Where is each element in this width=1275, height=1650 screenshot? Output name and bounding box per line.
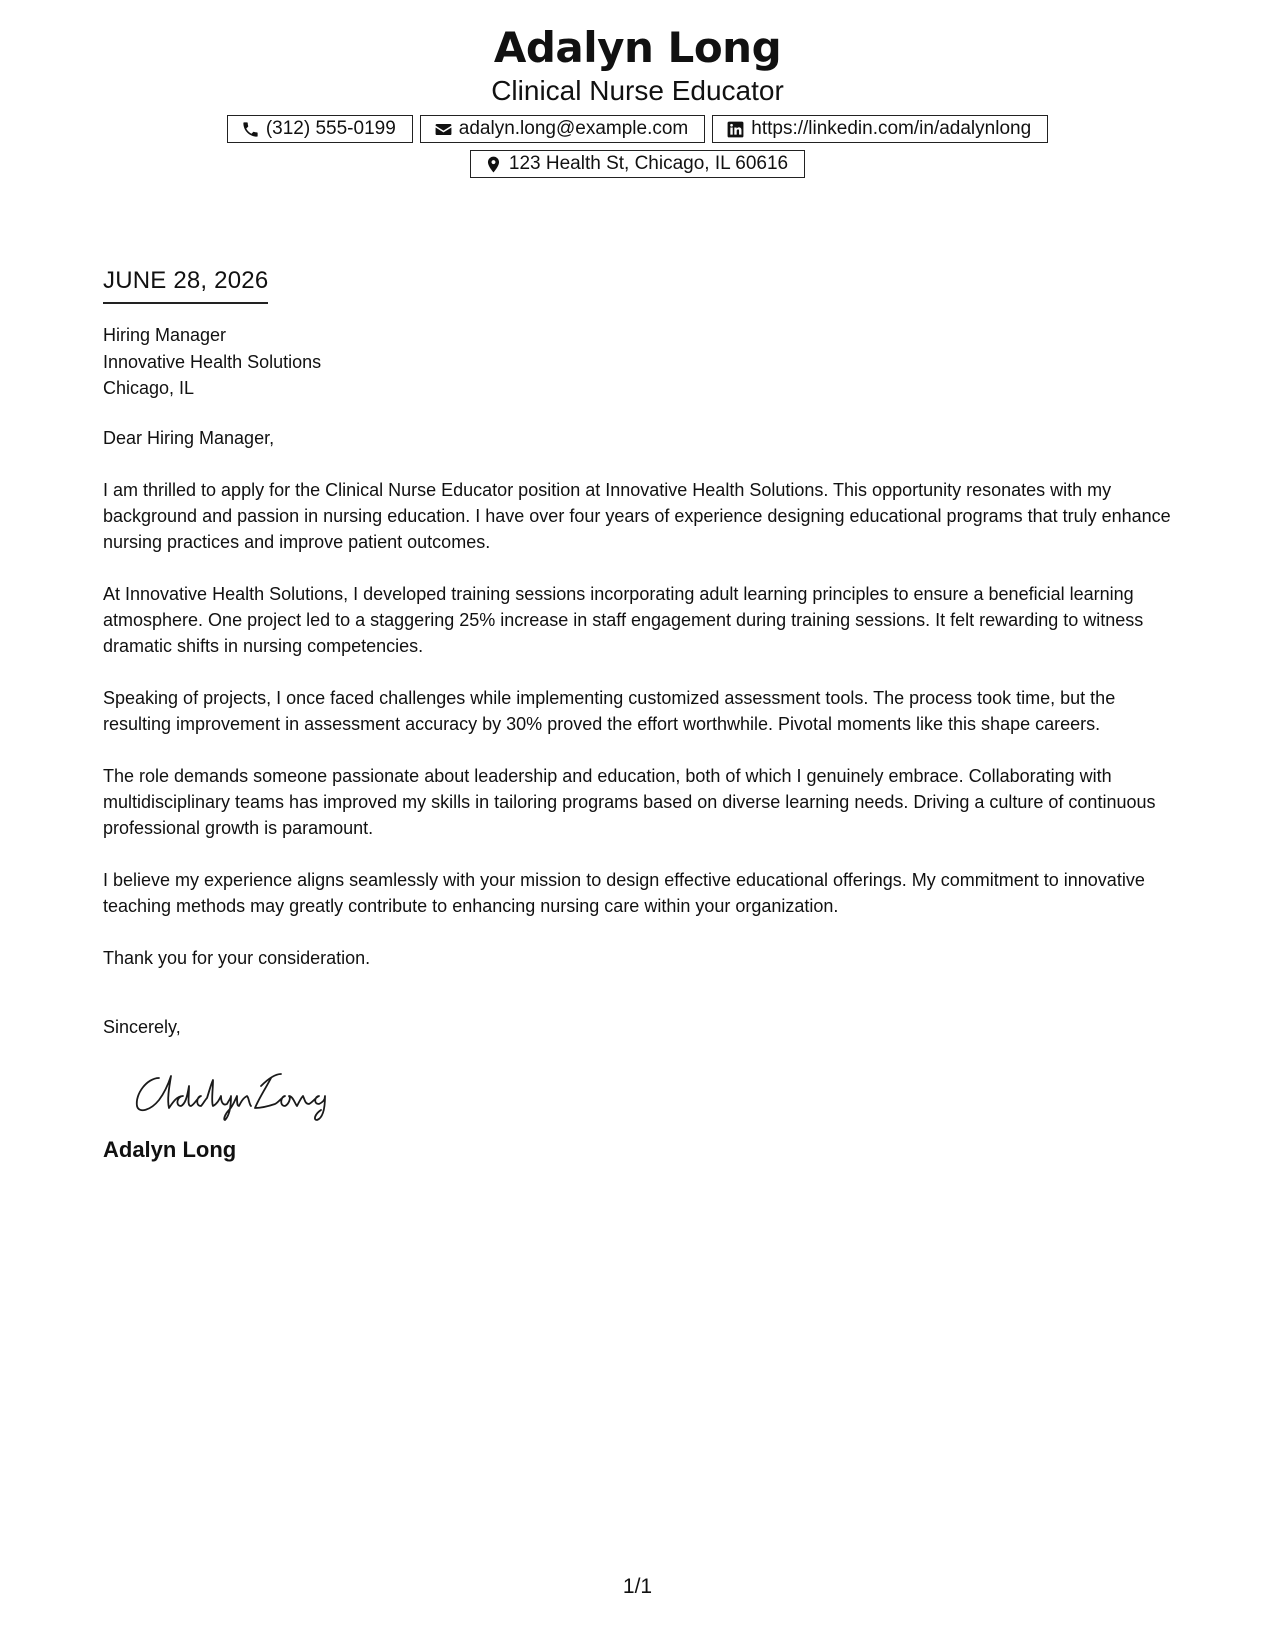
letter-header [0,22,1275,178]
salutation: Dear Hiring Manager, [103,427,275,448]
recipient-location: Chicago, IL [103,378,195,398]
letter-body [103,266,1178,1164]
thanks-line: Thank you for your consideration. [103,947,371,968]
address-chip[interactable] [470,150,805,178]
recipient-company: Innovative Health Solutions [103,351,322,372]
phone-icon [241,120,260,139]
body-paragraph: Speaking of projects, I once faced challenges while implementing customized assessment tools. The process took time, but the resulting improvement in assessment accuracy by 30% proved the effort worthwhile. Pivotal moments like this shape careers. [103,687,1116,734]
sender-role: Clinical Nurse Educator [491,75,784,106]
phone-text: (312) 555-0199 [265,118,396,139]
linkedin-icon [726,120,745,139]
contact-row-primary [0,115,1275,143]
sender-name: Adalyn Long [493,23,782,72]
page-number: 1/1 [622,1575,653,1598]
linkedin-text: https://linkedin.com/in/adalynlong [751,118,1032,139]
recipient-title: Hiring Manager [103,325,227,345]
handwritten-signature [129,1064,339,1122]
body-paragraph: I believe my experience aligns seamlessly with your mission to design effective educational offerings. My commitment to innovative teaching methods may greatly contribute to enhancing nursing care within your organization. [103,869,1145,916]
linkedin-chip[interactable] [712,115,1048,143]
map-pin-icon [484,155,503,174]
contact-row-secondary [0,150,1275,178]
email-text: adalyn.long@example.com [458,118,689,139]
body-paragraph: The role demands someone passionate about leadership and education, both of which I genuinely embrace. Collaborating with multidisciplinary teams has improved my skills in tailoring programs based on diverse learning needs. Driving a culture of continuous professional growth is paramount. [103,765,1156,838]
phone-chip[interactable] [227,115,413,143]
closing-line: Sincerely, [103,1016,181,1037]
envelope-icon [434,120,453,139]
signer-name: Adalyn Long [103,1136,237,1162]
email-chip[interactable] [420,115,705,143]
recipient-block [103,322,1178,402]
body-paragraph: I am thrilled to apply for the Clinical Nurse Educator position at Innovative Health Solutions. This opportunity resonates with my background and passion in nursing education. I have over four years of experience designing educational programs that truly enhance nursing practices and improve patient outcomes. [103,479,1171,552]
address-text: 123 Health St, Chicago, IL 60616 [508,153,789,174]
letter-date: JUNE 28, 2026 [103,266,268,304]
body-paragraph: At Innovative Health Solutions, I developed training sessions incorporating adult learning principles to ensure a beneficial learning atmosphere. One project led to a staggering 25% increase in staff engagement during training sessions. It felt rewarding to witness dramatic shifts in nursing competencies. [103,583,1144,656]
